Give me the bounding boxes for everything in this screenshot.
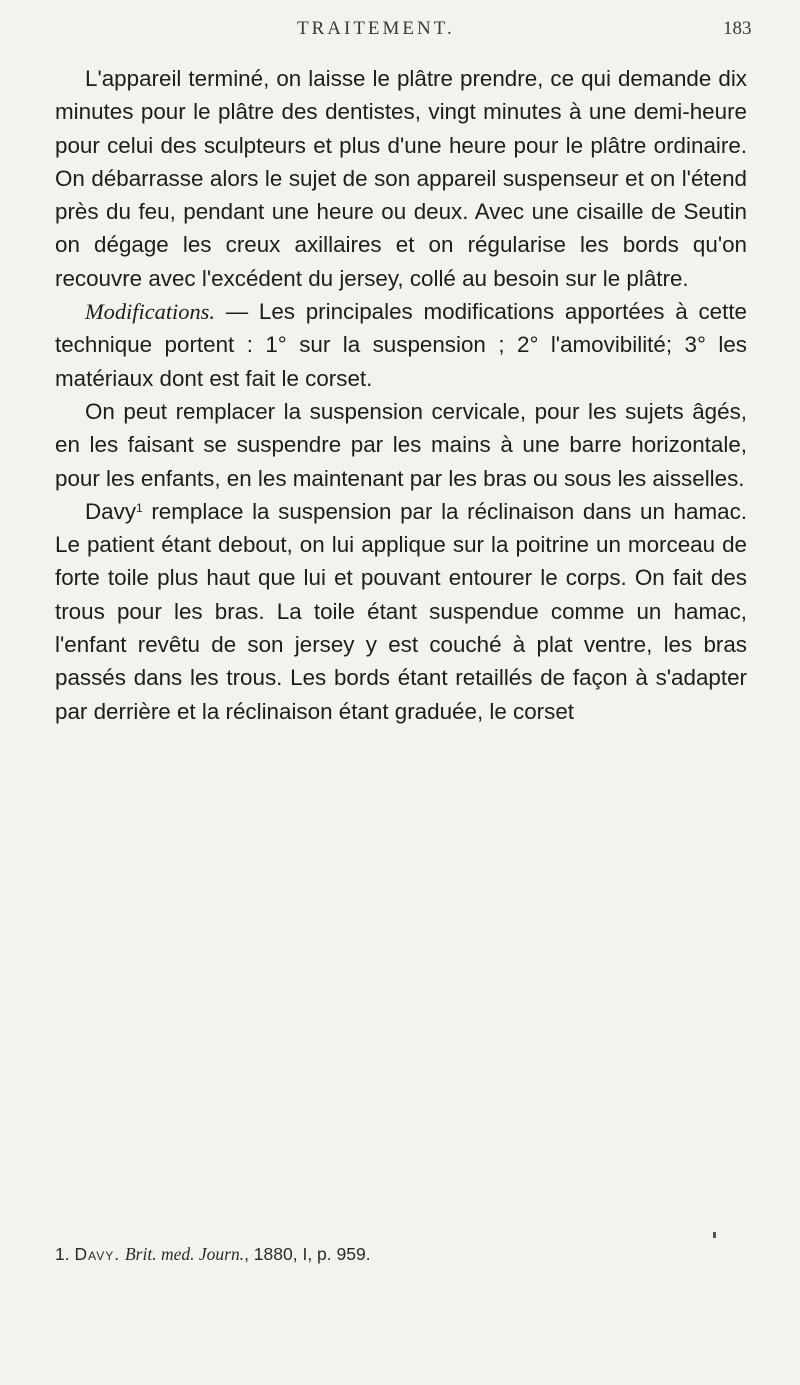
paragraph-suspension: On peut remplacer la suspension cervicale, pour les sujets âgés, en les faisant se suspendre par les mains à une barre horizontale, pour les enfants, en les maintenant par les bras ou sous les aisselles.: [55, 398, 747, 491]
running-title: TRAITEMENT.: [297, 18, 455, 39]
footnote-reference: 1: [136, 500, 143, 515]
footnote: [55, 1242, 755, 1266]
author-davy: Davy: [85, 498, 137, 524]
davy-text: remplace la suspension par la réclinaison dans un hamac. Le patient étant debout, on lui applique sur la poitrine un morceau de forte toile plus haut que lui et pouvant entourer le corps. On fait des trous pour les bras. La toile étant suspendue comme un hamac, l'enfant revêtu de son jersey y est couché à plat ventre, les bras passés dans les trous. Les bords étant retaillés de façon à s'adapter par derrière et la réclinaison étant graduée, le corset: [55, 498, 747, 724]
footnote-journal: Brit. med. Journ.: [124, 1244, 245, 1264]
footnote-author: Davy.: [74, 1244, 121, 1264]
running-head: [0, 12, 800, 48]
print-mark: [713, 1232, 716, 1238]
paragraph-plaster-setting: L'appareil terminé, on laisse le plâtre prendre, ce qui demande dix minutes pour le plâtre des dentistes, vingt minutes à une demi-heure pour celui des sculpteurs et plus d'une heure pour le plâtre ordinaire. On débarrasse alors le sujet de son appareil suspenseur et on l'étend près du feu, pendant une heure ou deux. Avec une cisaille de Seutin on dégage les creux axillaires et on régularise les bords qu'on recouvre avec l'excédent du jersey, collé au besoin sur le plâtre.: [55, 66, 747, 291]
footnote-number: 1.: [55, 1244, 70, 1264]
modifications-heading: Modifications.: [85, 299, 215, 325]
paragraph-davy-hammock: [55, 495, 747, 728]
footnote-citation: , 1880, I, p. 959.: [244, 1244, 371, 1264]
page-number: 183: [723, 18, 752, 39]
modifications-text: — Les principales modifications apportées à cette technique portent : 1° sur la suspension ; 2° l'amovibilité; 3° les matériaux dont est fait le corset.: [55, 299, 747, 391]
paragraph-modifications: [55, 295, 747, 395]
body-text: [55, 62, 747, 728]
